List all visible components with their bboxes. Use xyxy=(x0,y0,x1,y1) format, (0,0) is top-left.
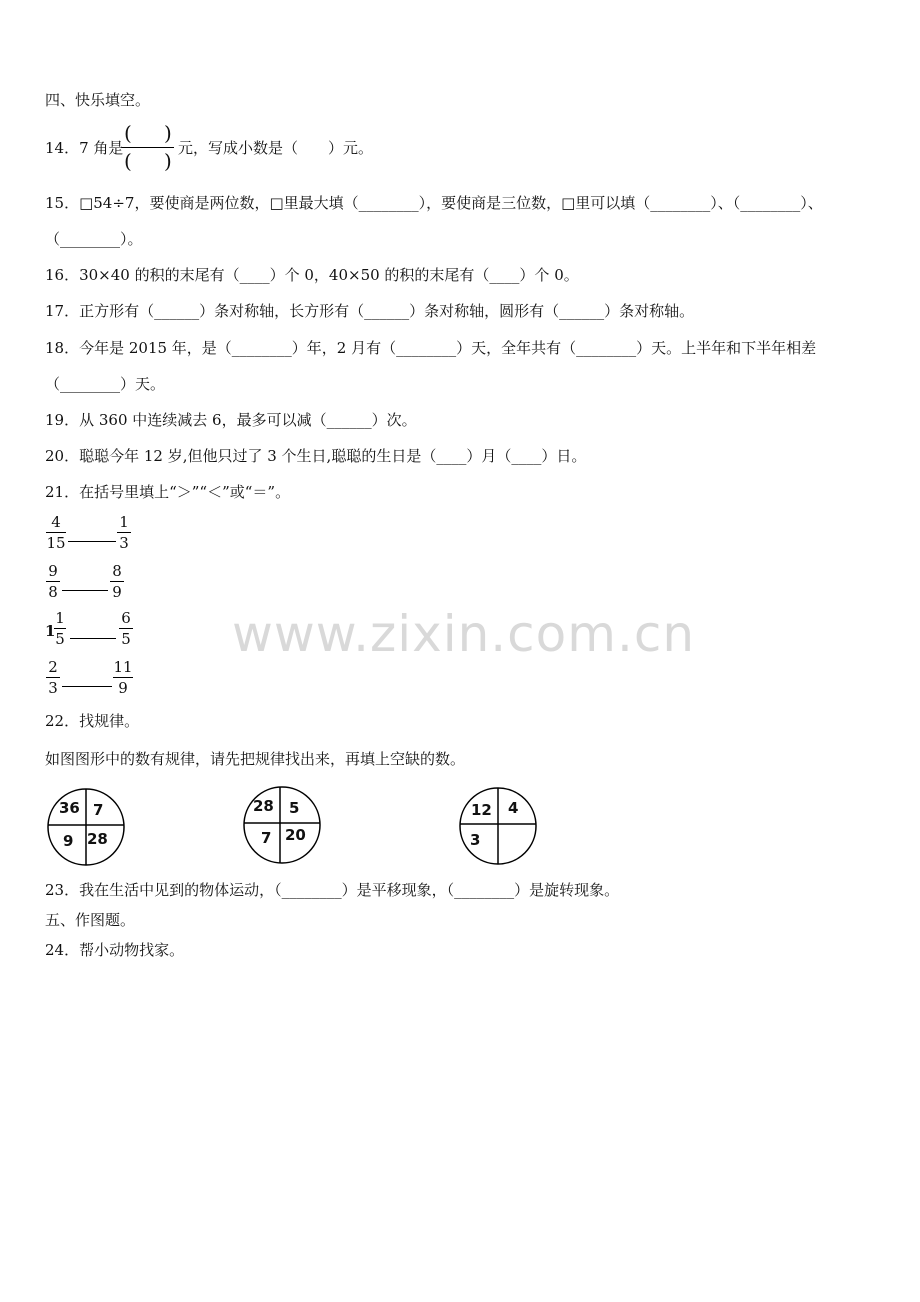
numerator: 1 xyxy=(119,513,129,531)
question-23: 23．我在生活中见到的物体运动，（________）是平移现象，（________）是旋转现象。 xyxy=(45,881,620,899)
pattern-circle xyxy=(458,786,538,866)
question-22-title: 22．找规律。 xyxy=(45,712,140,730)
answer-blank xyxy=(68,541,116,542)
right-fraction xyxy=(119,608,133,649)
answer-blank xyxy=(70,638,116,639)
section-four-title: 四、快乐填空。 xyxy=(45,91,151,109)
answer-blank xyxy=(62,686,112,687)
left-fraction xyxy=(46,657,60,698)
numerator: 9 xyxy=(48,562,58,580)
numerator: 8 xyxy=(112,562,122,580)
numerator: 1 xyxy=(55,609,65,627)
question-18-line2: （________）天。 xyxy=(45,375,166,393)
fraction-denominator-paren-right: ) xyxy=(164,149,172,173)
question-19: 19．从 360 中连续减去 6，最多可以减（______）次。 xyxy=(45,411,417,429)
left-fraction xyxy=(46,561,60,602)
pattern-circle xyxy=(46,787,126,867)
fraction-numerator-paren-left: ( xyxy=(124,121,132,145)
circle-bottom-right: 20 xyxy=(285,826,306,844)
numerator: 4 xyxy=(51,513,61,531)
numerator: 11 xyxy=(113,658,133,676)
circle-outline xyxy=(46,787,126,867)
right-fraction xyxy=(117,512,131,553)
circle-top-right: 5 xyxy=(289,799,300,817)
numerator: 6 xyxy=(121,609,131,627)
pattern-circle xyxy=(242,785,322,865)
right-fraction xyxy=(113,657,133,698)
circle-outline xyxy=(458,786,538,866)
question-16: 16．30×40 的积的末尾有（____）个 0，40×50 的积的末尾有（____）个 0。 xyxy=(45,266,579,284)
watermark: www.zixin.com.cn xyxy=(232,605,696,663)
circle-bottom-left: 9 xyxy=(63,832,74,850)
circle-bottom-left: 3 xyxy=(470,831,481,849)
circle-bottom-left: 7 xyxy=(261,829,272,847)
question-20: 20．聪聪今年 12 岁,但他只过了 3 个生日,聪聪的生日是（____）月（____）日。 xyxy=(45,447,587,465)
fraction-numerator-paren-right: ) xyxy=(164,121,172,145)
circle-top-left: 12 xyxy=(471,801,492,819)
question-15-line2: （________）。 xyxy=(45,230,143,248)
denominator: 5 xyxy=(121,630,131,648)
whole-number: 1 xyxy=(45,622,56,640)
denominator: 5 xyxy=(55,630,65,648)
question-17: 17．正方形有（______）条对称轴，长方形有（______）条对称轴，圆形有（______）条对称轴。 xyxy=(45,302,695,320)
fraction-denominator-paren-left: ( xyxy=(124,149,132,173)
question-21: 21．在括号里填上“＞”“＜”或“＝”。 xyxy=(45,483,291,501)
question-14-suffix: 元，写成小数是（ ）元。 xyxy=(178,139,374,157)
denominator: 9 xyxy=(118,679,128,697)
denominator: 8 xyxy=(48,583,58,601)
denominator: 9 xyxy=(112,583,122,601)
circle-top-right: 4 xyxy=(508,799,519,817)
numerator: 2 xyxy=(48,658,58,676)
blank-fraction xyxy=(120,121,176,173)
left-fraction xyxy=(46,512,66,553)
left-fraction xyxy=(54,608,66,649)
question-22-description: 如图图形中的数有规律，请先把规律找出来，再填上空缺的数。 xyxy=(45,750,466,768)
question-18-line1: 18．今年是 2015 年，是（________）年，2 月有（________）天，全年共有（________）天。上半年和下半年相差 xyxy=(45,339,817,357)
denominator: 15 xyxy=(46,534,66,552)
right-fraction xyxy=(110,561,124,602)
answer-blank xyxy=(62,590,108,591)
question-24: 24．帮小动物找家。 xyxy=(45,941,185,959)
circle-top-right: 7 xyxy=(93,801,104,819)
circle-top-left: 28 xyxy=(253,797,274,815)
denominator: 3 xyxy=(119,534,129,552)
question-15-line1: 15．□54÷7，要使商是两位数，□里最大填（________），要使商是三位数，□里可以填（________）、（________）、 xyxy=(45,194,823,212)
fraction-bar xyxy=(122,147,174,148)
circle-top-left: 36 xyxy=(59,799,80,817)
circle-bottom-right: 28 xyxy=(87,830,108,848)
denominator: 3 xyxy=(48,679,58,697)
section-five-title: 五、作图题。 xyxy=(45,911,136,929)
question-14-prefix: 14．7 角是 xyxy=(45,139,124,157)
